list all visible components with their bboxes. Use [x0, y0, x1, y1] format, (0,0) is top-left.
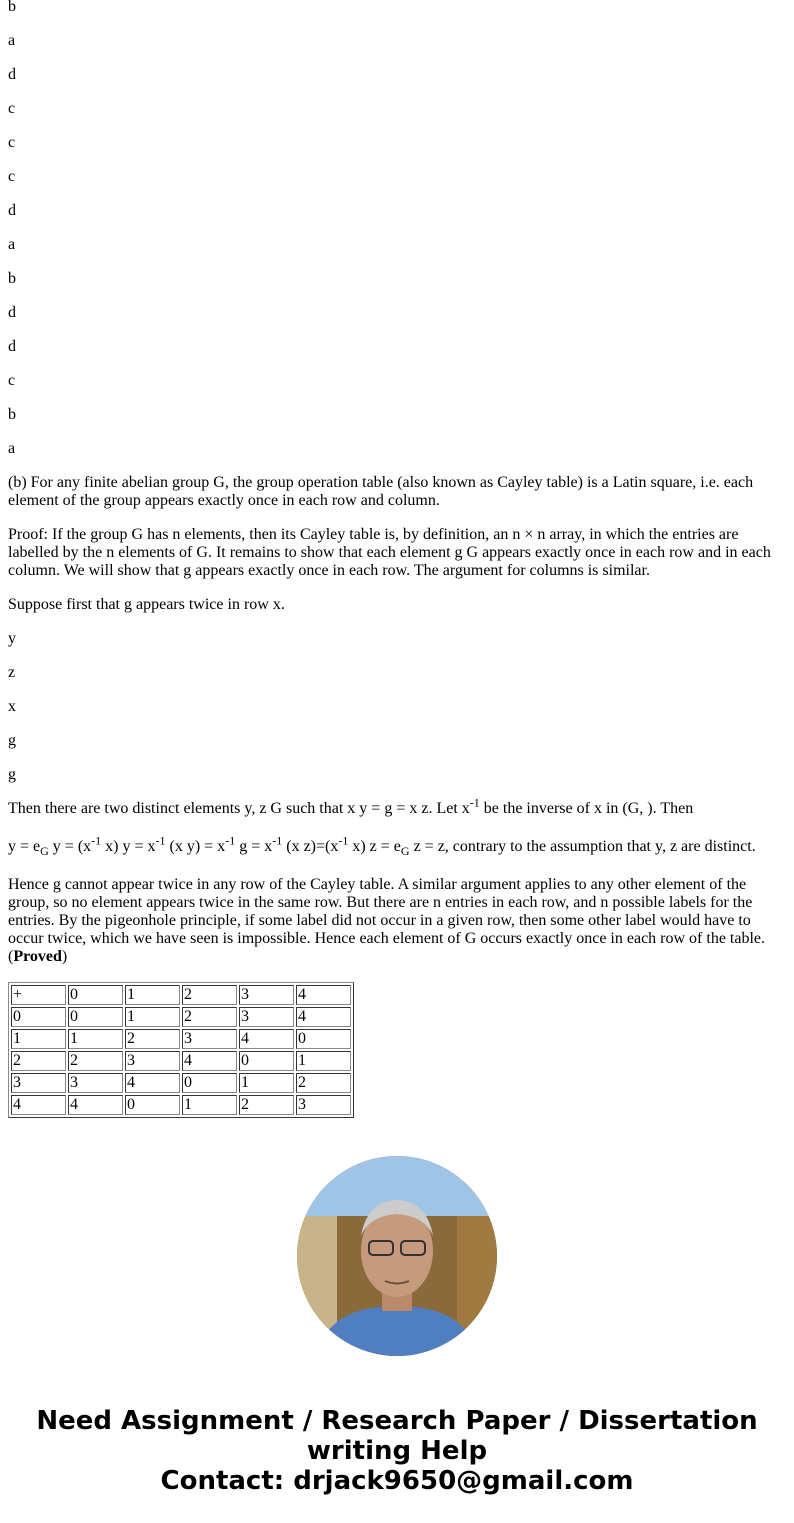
table-cell: 1: [125, 985, 180, 1005]
answer-letter: a: [8, 236, 16, 253]
answer-letter: b: [8, 270, 16, 287]
table-cell: 2: [68, 1051, 123, 1071]
cayley-table: [8, 982, 354, 1118]
table-cell: 0: [239, 1051, 294, 1071]
answer-letter: z: [8, 664, 16, 681]
answer-letter: a: [8, 440, 16, 457]
footer-line1: Need Assignment / Research Paper / Dissertation writing Help: [36, 1406, 758, 1466]
suppose-paragraph: Suppose first that g appears twice in row x.: [8, 596, 285, 613]
table-cell: 1: [125, 1007, 180, 1027]
answer-letter: c: [8, 100, 16, 117]
answer-letter: g: [8, 732, 16, 749]
answer-letter: d: [8, 66, 16, 83]
table-cell: 2: [296, 1073, 351, 1093]
table-cell: 2: [11, 1051, 66, 1071]
table-cell: 3: [296, 1095, 351, 1115]
table-row: [11, 1073, 351, 1093]
table-row: [11, 1095, 351, 1115]
table-cell: 2: [239, 1095, 294, 1115]
table-cell: 4: [11, 1095, 66, 1115]
then-paragraph: [8, 795, 786, 818]
table-cell: 3: [68, 1073, 123, 1093]
table-cell: 3: [182, 1029, 237, 1049]
table-cell: 4: [296, 985, 351, 1005]
text: Then there are two distinct elements y, z G such that x y = g = x z. Let x: [8, 800, 470, 817]
table-cell: 4: [68, 1095, 123, 1115]
table-cell: 1: [239, 1073, 294, 1093]
footer-banner: [8, 1406, 786, 1496]
answer-letter: c: [8, 372, 16, 389]
table-cell: 0: [68, 985, 123, 1005]
table-cell: 3: [239, 1007, 294, 1027]
proof-paragraph: Proof: If the group G has n elements, then its Cayley table is, by definition, an n × n array, in which the entries are labelled by the n elements of G. It remains to show that each element g G appears exactly once in each row and in each column. We will show that g appears exactly once in each row. The argument for columns is similar.: [8, 526, 771, 579]
answer-letter: y: [8, 630, 16, 647]
table-cell: 0: [296, 1029, 351, 1049]
table-row: [11, 1007, 351, 1027]
answer-letter: x: [8, 698, 16, 715]
table-cell: 0: [125, 1095, 180, 1115]
answer-letter: b: [8, 406, 16, 423]
footer-contact: Contact: drjack9650@gmail.com: [160, 1466, 634, 1496]
table-row: [11, 985, 351, 1005]
table-cell: 0: [11, 1007, 66, 1027]
table-cell: +: [11, 985, 66, 1005]
hence-paragraph: Hence g cannot appear twice in any row of the Cayley table. A similar argument applies to any other element of the group, so no element appears twice in the same row. But there are n entries in each row, and n possible labels for the entries. By the pigeonhole principle, if some label did not occur in a given row, then some other label would have to occur twice, which we have seen is impossible. Hence each element of G occurs exactly once in each row of the table. (Proved): [8, 876, 766, 965]
table-cell: 1: [11, 1029, 66, 1049]
table-cell: 3: [239, 985, 294, 1005]
table-row: [11, 1051, 351, 1071]
equation-line: $y = e_G$ $y = (x^{-1}$ x) $y = x^{-1}$ (x $y) = x^{-1}$ $g = x^{-1}$ (x $z)=(x^{-1}$ x) $z = e_G$ z = z, contrary to the assumption that y, z are distinct.: [8, 833, 756, 859]
table-cell: 3: [11, 1073, 66, 1093]
table-cell: 0: [68, 1007, 123, 1027]
answer-letter: d: [8, 202, 16, 219]
sup: -1: [469, 795, 480, 810]
table-cell: 0: [182, 1073, 237, 1093]
table-cell: 4: [125, 1073, 180, 1093]
proved-label: Proved: [13, 948, 62, 965]
table-cell: 4: [296, 1007, 351, 1027]
text: be the inverse of x in (G, ). Then: [479, 800, 694, 817]
answer-letter: d: [8, 304, 16, 321]
answer-letter: b: [8, 0, 16, 15]
part-b-statement: (b) For any finite abelian group G, the group operation table (also known as Cayley table) is a Latin square, i.e. each element of the group appears exactly once in each row and column.: [8, 474, 754, 509]
table-cell: 1: [182, 1095, 237, 1115]
table-cell: 2: [125, 1029, 180, 1049]
table-cell: 2: [182, 1007, 237, 1027]
answer-letter: c: [8, 134, 16, 151]
table-cell: 4: [182, 1051, 237, 1071]
answer-letter: d: [8, 338, 16, 355]
table-cell: 4: [239, 1029, 294, 1049]
table-cell: 3: [125, 1051, 180, 1071]
answer-letter: a: [8, 32, 16, 49]
table-row: [11, 1029, 351, 1049]
answer-letter: c: [8, 168, 16, 185]
table-cell: 1: [68, 1029, 123, 1049]
table-cell: 2: [182, 985, 237, 1005]
author-photo: [297, 1156, 497, 1356]
answer-letter: g: [8, 766, 16, 783]
table-cell: 1: [296, 1051, 351, 1071]
